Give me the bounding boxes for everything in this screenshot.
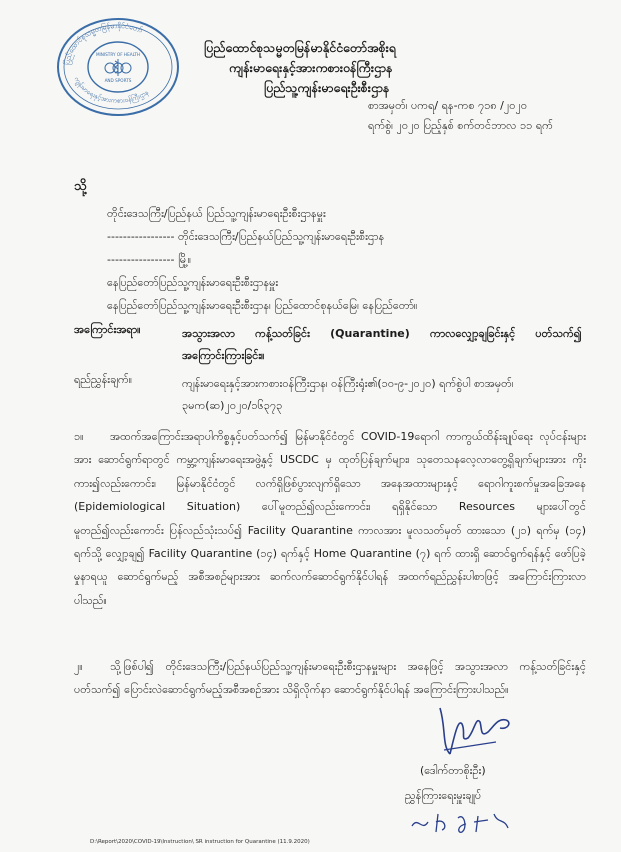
- to-label: သို့: [74, 179, 87, 194]
- paragraph-2: [74, 655, 586, 702]
- paragraph-2-number: ၂။: [74, 660, 83, 673]
- signatory-title: ညွှန်ကြားရေးမှူးချုပ်: [405, 789, 482, 802]
- svg-text:AND SPORTS: AND SPORTS: [104, 78, 132, 83]
- department-name: ပြည်သူ့ကျန်းမာရေးဦးစီးဌာန: [264, 80, 390, 95]
- svg-text:ပြည်ထောင်စုသမ္မတမြန်မာနိုင်ငံတ: ပြည်ထောင်စုသမ္မတမြန်မာနိုင်ငံတော်: [63, 21, 144, 66]
- recipient-line-3: ----------------- မြို့။: [107, 253, 192, 266]
- signatory-name: (ဒေါက်တာစိုးဦး): [420, 764, 486, 777]
- reference-label: ရည်ညွှန်းချက်။: [74, 373, 133, 386]
- svg-text:ကျန်းမာရေးနှင့်အားကစားဝန်ကြီးဌ: ကျန်းမာရေးနှင့်အားကစားဝန်ကြီးဌာန: [72, 75, 150, 105]
- recipient-line-1: တိုင်းဒေသကြီး/ပြည်နယ် ပြည်သူ့ကျန်းမာရေးဦးစီးဌာနမှူး: [107, 207, 326, 220]
- recipient-line-4: နေပြည်တော်ပြည်သူ့ကျန်းမာရေးဦးစီးဌာနမှူး: [107, 276, 279, 289]
- handwritten-initials: [408, 808, 518, 836]
- subject-label: အကြောင်းအရာ။: [74, 323, 141, 336]
- letter-date: ရက်စွဲ၊ ၂၀၂၀ ပြည့်နှစ် စက်တင်ဘာလ ၁၁ ရက်: [368, 119, 553, 132]
- ministry-seal-logo: [55, 16, 181, 119]
- government-name: ပြည်ထောင်စုသမ္မတမြန်မာနိုင်ငံတော်အစိုးရ: [204, 40, 396, 55]
- paragraph-1: [74, 425, 586, 612]
- paragraph-1-text: အထက်အကြောင်းအရာပါကိစ္စနှင့်ပတ်သက်၍ မြန်မာနိုင်ငံတွင် COVID-19ရောဂါ ကာကွယ်ထိန်းချုပ်ရေး လုပ်ငန်းများအား ဆောင်ရွက်ရာတွင် ကမ္ဘာ့ကျန်းမာရေးအဖွဲ့နှင့် USCDC မှ ထုတ်ပြန်ချက်များ၊ သုတေသနလေ့လာတွေ့ရှိချက်များအား ကိုးကား၍လည်းကောင်း၊ မြန်မာနိုင်ငံတွင် လက်ရှိဖြစ်ပွားလျက်ရှိသော အနေအထားများနှင့် ရောဂါကူးစက်မှုအခြေအနေ (Epidemiological Situation) ပေါ်မူတည်၍လည်းကောင်း၊ ရရှိနိုင်သော Resources များပေါ်တွင် မူတည်၍လည်းကောင်း ပြန်လည်သုံးသပ်၍ Facility Quarantine ကာလအား မူလသတ်မှတ် ထားသော (၂၁) ရက်မှ (၁၄) ရက်သို့ လျှော့ချ၍ Facility Quarantine (၁၄) ရက်နှင့် Home Quarantine (၇) ရက် ထားရှိ ဆောင်ရွက်ရန်နှင့် ဖော်ပြခဲ့မှုနာရယူ ဆောင်ရွက်မည့် အစီအစဉ်များအား ဆက်လက်ဆောင်ရွက်နိုင်ပါရန် အထက်ရည်ညွှန်းပါစာဖြင့် အကြောင်းကြားလာပါသည်။: [74, 430, 586, 607]
- svg-text:MINISTRY OF HEALTH: MINISTRY OF HEALTH: [95, 52, 141, 57]
- paragraph-1-number: ၁။: [74, 430, 84, 443]
- reference-text: ကျန်းမာရေးနှင့်အားကစားဝန်ကြီးဌာန၊ ဝန်ကြီးရုံး၏(၁၀-၉-၂၀၂၀) ရက်စွဲပါ စာအမှတ်၊ ၃မက(ဆ)၂၀၂၀/၁၆၃၇၃: [182, 377, 514, 412]
- recipient-line-5: နေပြည်တော်ပြည်သူ့ကျန်းမာရေးဦးစီးဌာန၊ ပြည်ထောင်စုနယ်မြေ၊ နေပြည်တော်။: [107, 299, 418, 312]
- ministry-name: ကျန်းမာရေးနှင့်အားကစားဝန်ကြီးဌာန: [229, 60, 393, 75]
- file-path-footer: D:\Report\2020\COVID-19\Instruction\ SR instruction for Quarantine (11.9.2020): [90, 839, 310, 845]
- handwritten-signature: [436, 698, 514, 758]
- paragraph-2-text: သို့ဖြစ်ပါ၍ တိုင်းဒေသကြီး/ပြည်နယ်ပြည်သူ့ကျန်းမာရေးဦးစီးဌာနမှူးများ အနေဖြင့် အသွားအလာ ကန့်သတ်ခြင်းနှင့် ပတ်သက်၍ ပြောင်းလဲဆောင်ရွက်မည့်အစီအစဉ်အား သိရှိလိုက်နာ ဆောင်ရွက်နိုင်ပါရန် အကြောင်းကြားပါသည်။: [74, 660, 586, 697]
- recipient-line-2: ----------------- တိုင်းဒေသကြီး/ပြည်နယ်ပြည်သူ့ကျန်းမာရေးဦးစီးဌာန: [107, 230, 385, 243]
- reference-block: [368, 96, 588, 136]
- letterhead: [204, 38, 534, 98]
- subject-text: အသွားအလာ ကန့်သတ်ခြင်း (Quarantine) ကာလလျှော့ချခြင်းနှင့် ပတ်သက်၍ အကြောင်းကြားခြင်း။: [182, 327, 582, 362]
- letter-number: စာအမှတ်၊ ပကရ/ ရန-ကစ ၇၁၈ /၂၀၂၀: [368, 99, 528, 112]
